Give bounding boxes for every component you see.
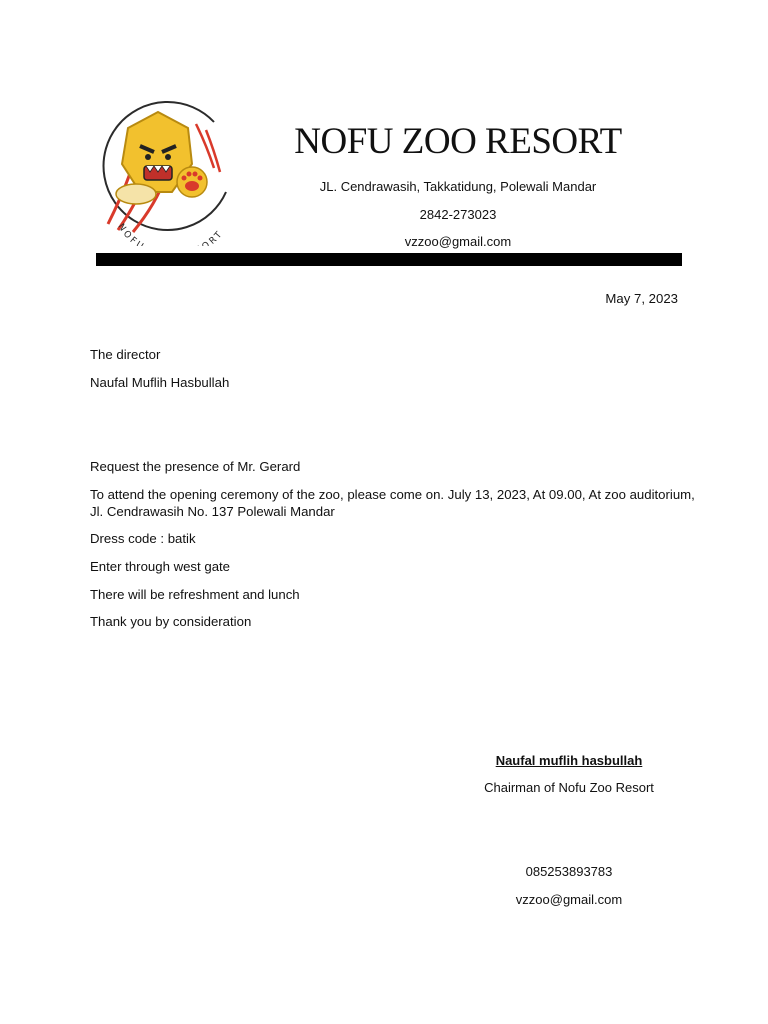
organization-title: NOFU ZOO RESORT: [294, 121, 622, 162]
refreshment-note: There will be refreshment and lunch: [90, 587, 300, 602]
signatory-email: vzzoo@gmail.com: [515, 892, 623, 907]
signatory-phone: 085253893783: [525, 864, 613, 879]
logo-ring-text: NOF ORT: [115, 222, 226, 246]
header-email: vzzoo@gmail.com: [404, 234, 512, 249]
body-line-1: To attend the opening ceremony of the zoo, please come on. July 13, 2023, At 09.00, At zoo auditorium,: [90, 487, 695, 502]
recipient-name: Naufal Muflih Hasbullah: [90, 375, 230, 390]
letter-date: May 7, 2023: [605, 291, 678, 306]
body-line-2: Jl. Cendrawasih No. 137 Polewali Mandar: [90, 504, 335, 519]
closing-line: Thank you by consideration: [90, 614, 252, 629]
logo: [88, 94, 238, 246]
lion-claw-logo-icon: [88, 94, 238, 246]
entrance-note: Enter through west gate: [90, 559, 231, 574]
letter-subject: Request the presence of Mr. Gerard: [90, 459, 301, 474]
recipient-title: The director: [90, 347, 161, 362]
signatory-position: Chairman of Nofu Zoo Resort: [484, 780, 654, 795]
header-phone: 2842-273023: [419, 207, 497, 222]
header-divider: [96, 253, 682, 266]
signatory-name: Naufal muflih hasbullah: [495, 753, 643, 768]
header-address: JL. Cendrawasih, Takkatidung, Polewali Mandar: [319, 179, 597, 194]
dress-code: Dress code : batik: [90, 531, 196, 546]
